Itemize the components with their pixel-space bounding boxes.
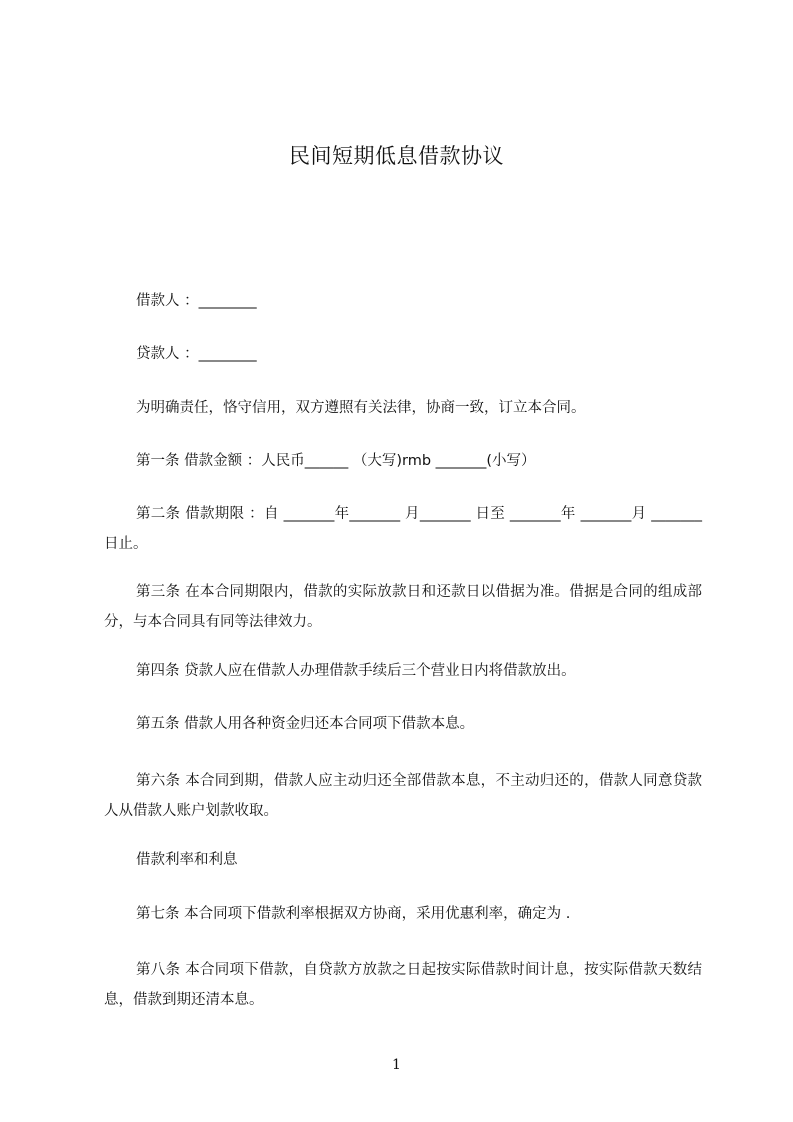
article-7-paragraph: 第七条 本合同项下借款利率根据双方协商，采用优惠利率，确定为 .: [136, 906, 571, 922]
article-5-paragraph: 第五条 借款人用各种资金归还本合同项下借款本息。: [136, 716, 475, 732]
article-1-amount: 第一条 借款金额 ：人民币______ （大写)rmb _______(小写）: [136, 453, 536, 469]
borrower-line: 借款人 ：________: [136, 293, 257, 309]
lender-line: 贷款人 ：________: [136, 346, 257, 362]
preamble-paragraph: 为明确责任，恪守信用，双方遵照有关法律，协商一致，订立本合同。: [136, 400, 586, 416]
article-8-paragraph: 第八条 本合同项下借款，自贷款方放款之日起按实际借款时间计息，按实际借款天数结息，借款到期还清本息。: [104, 962, 702, 1008]
article-2-term: 第二条 借款期限 ：自 _______年_______ 月_______ 日至 _______年 _______月 _______日止。: [104, 506, 702, 552]
article-6-paragraph: 第六条 本合同到期，借款人应主动归还全部借款本息，不主动归还的，借款人同意贷款人从借款人账户划款收取。: [104, 773, 702, 819]
document-title: 民间短期低息借款协议: [289, 144, 504, 168]
page-number: 1: [392, 1057, 401, 1073]
article-3-paragraph: 第三条 在本合同期限内，借款的实际放款日和还款日以借据为准。借据是合同的组成部分，与本合同具有同等法律效力。: [104, 584, 702, 630]
article-4-paragraph: 第四条 贷款人应在借款人办理借款手续后三个营业日内将借款放出。: [136, 663, 576, 679]
section-heading-interest: 借款利率和利息: [136, 852, 238, 868]
